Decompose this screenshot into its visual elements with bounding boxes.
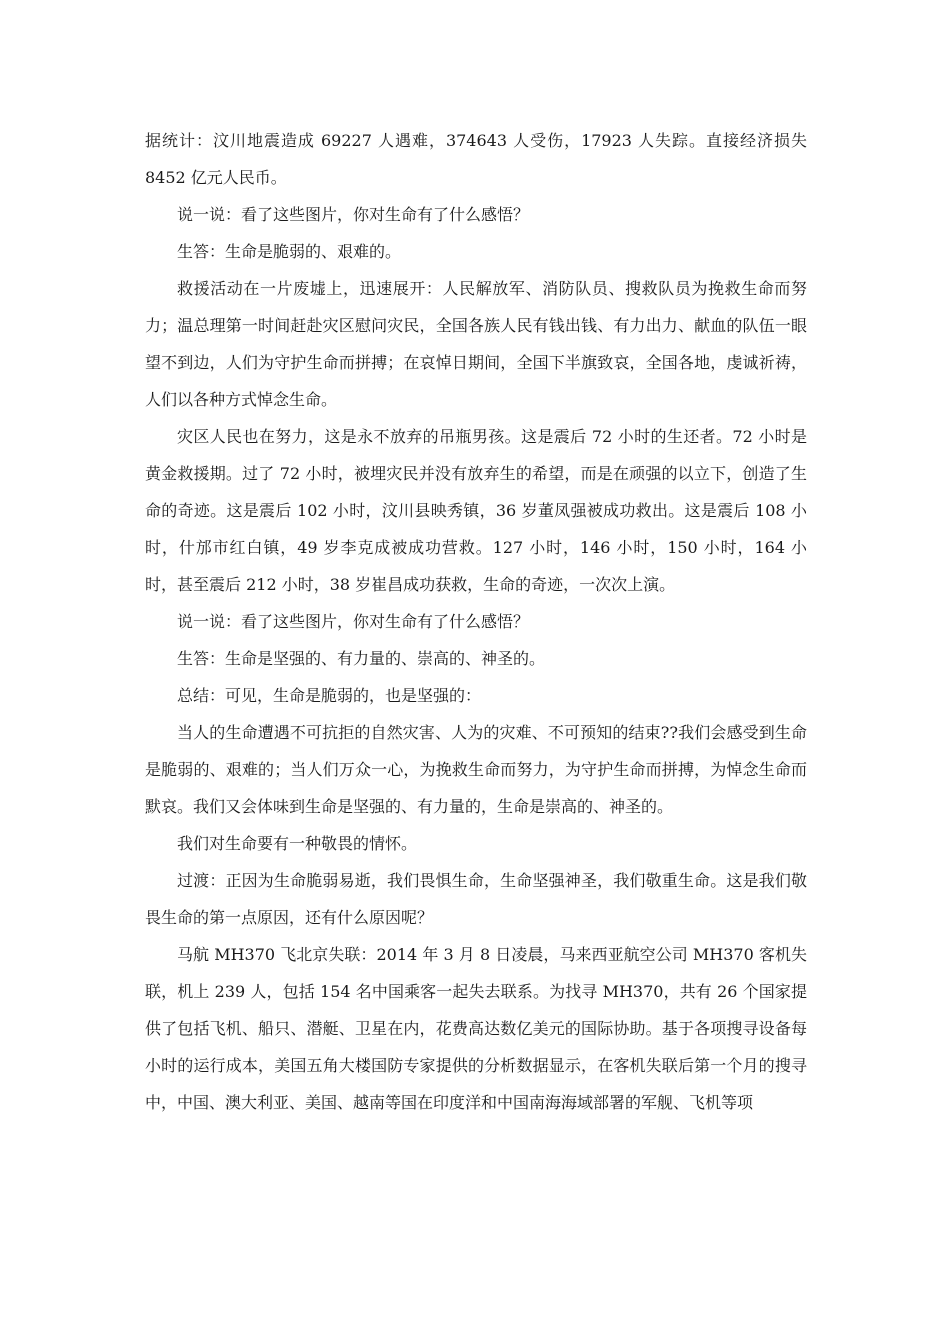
paragraph-answer-2: 生答：生命是坚强的、有力量的、崇高的、神圣的。 — [177, 649, 546, 668]
paragraph-transition: 过渡：正因为生命脆弱易逝，我们畏惧生命，生命坚强神圣，我们敬重生命。这是我们敬畏生命的第一点原因，还有什么原因呢？ — [145, 871, 807, 927]
paragraph-summary: 总结：可见，生命是脆弱的，也是坚强的： — [177, 686, 482, 705]
paragraph-question-2: 说一说：看了这些图片，你对生命有了什么感悟？ — [177, 612, 530, 631]
paragraph-question-1: 说一说：看了这些图片，你对生命有了什么感悟？ — [177, 205, 530, 224]
paragraph-survivors: 灾区人民也在努力，这是永不放弃的吊瓶男孩。这是震后 72 小时的生还者。72 小时是黄金救援期。过了 72 小时，被埋灾民并没有放弃生的希望，而是在顽强的以立下，创造了生命的奇迹。这是震后 102 小时，汶川县映秀镇，36 岁董凤强被成功救出。这是震后 108 小时，什邡市红白镇，49 岁李克成被成功营救。127 小时，146 小时，150 小时，164 小时，甚至震后 212 小时，38 岁崔昌成功获救，生命的奇迹，一次次上演。 — [145, 427, 807, 594]
paragraph-answer-1: 生答：生命是脆弱的、艰难的。 — [177, 242, 402, 261]
paragraph-statistics: 据统计：汶川地震造成 69227 人遇难，374643 人受伤，17923 人失踪。直接经济损失 8452 亿元人民币。 — [145, 131, 807, 187]
paragraph-rescue: 救援活动在一片废墟上，迅速展开：人民解放军、消防队员、搜救队员为挽救生命而努力；温总理第一时间赶赴灾区慰问灾民，全国各族人民有钱出钱、有力出力、献血的队伍一眼望不到边，人们为守护生命而拼搏；在哀悼日期间，全国下半旗致哀，全国各地，虔诚祈祷，人们以各种方式悼念生命。 — [145, 279, 807, 409]
paragraph-reverence: 我们对生命要有一种敬畏的情怀。 — [177, 834, 418, 853]
document-body — [145, 122, 807, 1121]
paragraph-reflection: 当人的生命遭遇不可抗拒的自然灾害、人为的灾难、不可预知的结束??我们会感受到生命是脆弱的、艰难的；当人们万众一心，为挽救生命而努力，为守护生命而拼搏，为悼念生命而默哀。我们又会体味到生命是坚强的、有力量的，生命是崇高的、神圣的。 — [145, 723, 807, 816]
paragraph-mh370: 马航 MH370 飞北京失联：2014 年 3 月 8 日凌晨，马来西亚航空公司 MH370 客机失联，机上 239 人，包括 154 名中国乘客一起失去联系。为找寻 MH370，共有 26 个国家提供了包括飞机、船只、潜艇、卫星在内，花费高达数亿美元的国际协助。基于各项搜寻设备每小时的运行成本，美国五角大楼国防专家提供的分析数据显示，在客机失联后第一个月的搜寻中，中国、澳大利亚、美国、越南等国在印度洋和中国南海海域部署的军舰、飞机等项 — [145, 945, 807, 1112]
